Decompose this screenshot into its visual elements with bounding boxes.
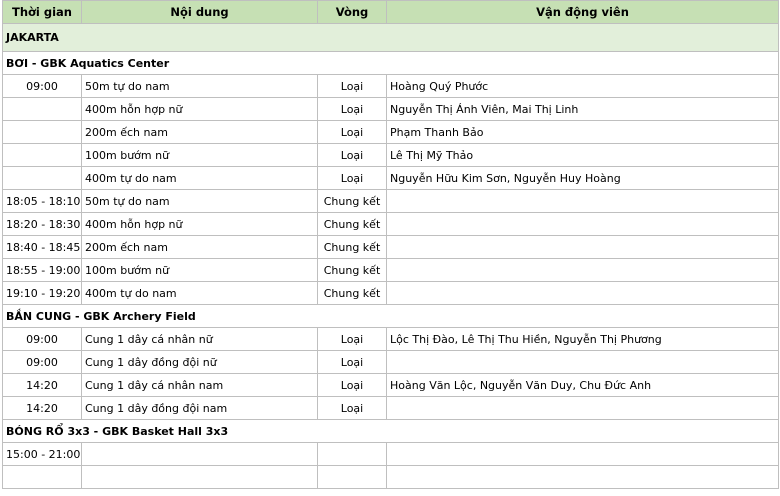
schedule-body [3, 24, 779, 489]
cell-time [3, 121, 82, 144]
cell-athletes: Nguyễn Thị Ánh Viên, Mai Thị Linh [387, 98, 779, 121]
header-row [3, 1, 779, 24]
table-row [3, 351, 779, 374]
table-row [3, 259, 779, 282]
cell-event: 400m tự do nam [82, 167, 318, 190]
cell-round: Chung kết [318, 259, 387, 282]
cell-athletes [387, 351, 779, 374]
cell-event: 50m tự do nam [82, 75, 318, 98]
table-row [3, 213, 779, 236]
cell-event: Cung 1 dây đồng đội nam [82, 397, 318, 420]
city-label: JAKARTA [3, 24, 779, 52]
venue-row [3, 420, 779, 443]
cell-round [318, 466, 387, 489]
cell-time: 19:10 - 19:20 [3, 282, 82, 305]
cell-time: 18:20 - 18:30 [3, 213, 82, 236]
cell-round: Loại [318, 374, 387, 397]
cell-event: 400m hỗn hợp nữ [82, 213, 318, 236]
cell-time: 14:20 [3, 374, 82, 397]
cell-round: Loại [318, 75, 387, 98]
cell-event: 100m bướm nữ [82, 259, 318, 282]
cell-time: 09:00 [3, 75, 82, 98]
cell-round: Loại [318, 98, 387, 121]
schedule-table [2, 0, 779, 489]
cell-round: Loại [318, 351, 387, 374]
cell-athletes [387, 190, 779, 213]
table-row [3, 282, 779, 305]
venue-row [3, 52, 779, 75]
venue-label: BÓNG RỔ 3x3 - GBK Basket Hall 3x3 [3, 420, 779, 443]
cell-athletes: Lê Thị Mỹ Thảo [387, 144, 779, 167]
venue-label: BƠI - GBK Aquatics Center [3, 52, 779, 75]
cell-event: 50m tự do nam [82, 190, 318, 213]
city-row [3, 24, 779, 52]
cell-round: Loại [318, 167, 387, 190]
cell-time [3, 167, 82, 190]
cell-time [3, 466, 82, 489]
cell-athletes [387, 282, 779, 305]
cell-athletes: Lộc Thị Đào, Lê Thị Thu Hiền, Nguyễn Thị Phương [387, 328, 779, 351]
cell-athletes: Phạm Thanh Bảo [387, 121, 779, 144]
cell-athletes: Hoàng Văn Lộc, Nguyễn Văn Duy, Chu Đức Anh [387, 374, 779, 397]
venue-row [3, 305, 779, 328]
cell-round: Loại [318, 121, 387, 144]
cell-round: Chung kết [318, 282, 387, 305]
cell-time: 14:20 [3, 397, 82, 420]
cell-time: 09:00 [3, 328, 82, 351]
table-row [3, 190, 779, 213]
cell-time: 18:55 - 19:00 [3, 259, 82, 282]
cell-athletes: Hoàng Quý Phước [387, 75, 779, 98]
cell-round: Chung kết [318, 236, 387, 259]
cell-time: 18:40 - 18:45 [3, 236, 82, 259]
cell-event: Cung 1 dây cá nhân nam [82, 374, 318, 397]
table-row [3, 397, 779, 420]
cell-athletes [387, 397, 779, 420]
cell-athletes: Nguyễn Hữu Kim Sơn, Nguyễn Huy Hoàng [387, 167, 779, 190]
table-row [3, 236, 779, 259]
table-row [3, 167, 779, 190]
cell-event: 400m tự do nam [82, 282, 318, 305]
cell-athletes [387, 213, 779, 236]
cell-athletes [387, 443, 779, 466]
header-athletes: Vận động viên [387, 1, 779, 24]
table-row [3, 121, 779, 144]
cell-event [82, 466, 318, 489]
cell-event: Cung 1 dây cá nhân nữ [82, 328, 318, 351]
cell-round: Loại [318, 397, 387, 420]
venue-label: BẮN CUNG - GBK Archery Field [3, 305, 779, 328]
cell-round: Loại [318, 144, 387, 167]
cell-event: Cung 1 dây đồng đội nữ [82, 351, 318, 374]
table-row [3, 75, 779, 98]
header-round: Vòng [318, 1, 387, 24]
cell-event [82, 443, 318, 466]
cell-athletes [387, 236, 779, 259]
table-row [3, 98, 779, 121]
cell-round: Loại [318, 328, 387, 351]
cell-round: Chung kết [318, 213, 387, 236]
cell-round: Chung kết [318, 190, 387, 213]
table-row [3, 374, 779, 397]
cell-athletes [387, 466, 779, 489]
table-row [3, 144, 779, 167]
table-row [3, 443, 779, 466]
cell-event: 100m bướm nữ [82, 144, 318, 167]
cell-round [318, 443, 387, 466]
cell-event: 200m ếch nam [82, 121, 318, 144]
cell-time [3, 98, 82, 121]
header-event: Nội dung [82, 1, 318, 24]
cell-time [3, 144, 82, 167]
cell-event: 200m ếch nam [82, 236, 318, 259]
cell-event: 400m hỗn hợp nữ [82, 98, 318, 121]
cell-time: 09:00 [3, 351, 82, 374]
table-row [3, 466, 779, 489]
table-row [3, 328, 779, 351]
cell-time: 15:00 - 21:00 [3, 443, 82, 466]
cell-athletes [387, 259, 779, 282]
header-time: Thời gian [3, 1, 82, 24]
cell-time: 18:05 - 18:10 [3, 190, 82, 213]
